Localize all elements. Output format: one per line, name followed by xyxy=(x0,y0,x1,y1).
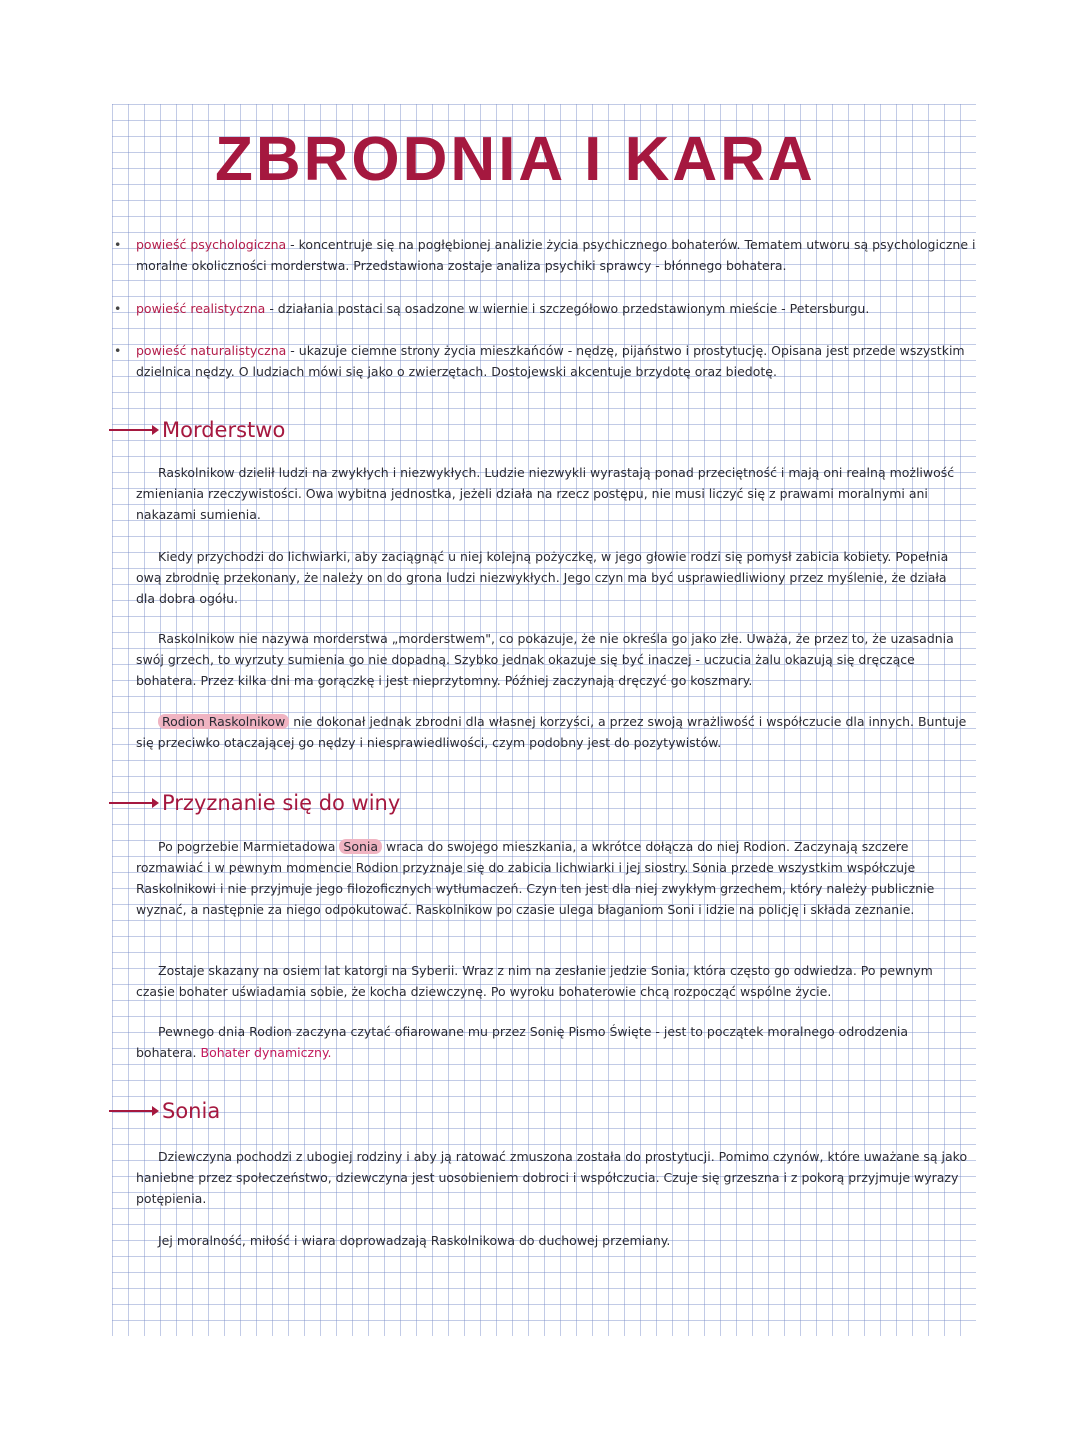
paragraph: Dziewczyna pochodzi z ubogiej rodziny i aby ją ratować zmuszona została do prostytucji. Pomimo czynów, które uważane są jako haniebne przez społeczeństwo, dziewczyna jest uosobieniem dobroci i współczucia. Czuje się grzeszna i z pokorą przyjmuje wyrazy potępienia. xyxy=(136,1149,968,1206)
term-realistic: powieść realistyczna xyxy=(136,301,266,316)
bullet-dot: • xyxy=(114,343,122,358)
paragraph xyxy=(136,836,972,920)
term-psychological: powieść psychologiczna xyxy=(136,237,287,252)
paragraph: Jej moralność, miłość i wiara doprowadzają Raskolnikowa do duchowej przemiany. xyxy=(158,1233,671,1248)
paragraph: Raskolnikow dzielił ludzi na zwykłych i niezwykłych. Ludzie niezwykli wyrastają ponad przeciętność i mają oni realną możliwość zmieniania rzeczywistości. Owa wybitna jednostka, jeżeli działa na rzecz postępu, nie musi liczyć się z prawami moralnymi ani nakazami sumienia. xyxy=(136,465,955,522)
arrow-right-icon xyxy=(108,796,160,810)
term-naturalistic: powieść naturalistyczna xyxy=(136,343,287,358)
bullet-naturalistic-text: - ukazuje ciemne strony życia mieszkańców - nędzę, pijaństwo i prostytucję. Opisana jest przede wszystkim dzielnica nędzy. O ludziach mówi się jako o zwierzętach. Dostojewski akcentuje brzydotę oraz biedotę. xyxy=(136,343,965,379)
bullet-dot: • xyxy=(114,301,122,316)
paragraph: Kiedy przychodzi do lichwiarki, aby zaciągnąć u niej kolejną pożyczkę, w jego głowie rodzi się pomysł zabicia kobiety. Popełnia ową zbrodnię przekonany, że należy on do grona ludzi niezwykłych. Jego czyn ma być usprawiedliwiony przez myślenie, że działa dla dobra ogółu. xyxy=(136,549,949,606)
bullet-naturalistic xyxy=(136,340,976,382)
section-heading-sonia xyxy=(108,1094,220,1128)
bullet-realistic xyxy=(136,298,976,319)
bullet-dot: • xyxy=(114,237,122,252)
section-heading-morderstwo xyxy=(108,413,285,447)
section-heading-przyznanie xyxy=(108,786,400,820)
paragraph xyxy=(136,1021,972,1063)
paragraph-text: Po pogrzebie Marmietadowa xyxy=(158,839,340,854)
highlight-name: Rodion Raskolnikow xyxy=(158,714,289,729)
paragraph-text: nie dokonał jednak zbrodni dla własnej korzyści, a przez swoją wrażliwość i współczucie dla innych. Buntuje się przeciwko otaczającej go nędzy i niesprawiedliwości, czym podobny jest do pozytywistów. xyxy=(136,714,967,750)
arrow-right-icon xyxy=(108,1104,160,1118)
section-title: Przyznanie się do winy xyxy=(162,791,401,815)
section-title: Morderstwo xyxy=(162,418,286,442)
paragraph xyxy=(136,711,968,753)
paragraph: Raskolnikow nie nazywa morderstwa „morderstwem", co pokazuje, że nie określa go jako złe. Uważa, że przez to, że uzasadnia swój grzech, to wyrzuty sumienia go nie dopadną. Szybko jednak okazuje się być inaczej - uczucia żalu okazują się dręczące bohatera. Przez kilka dni ma gorączkę i jest nieprzytomny. Później zaczynają dręczyć go koszmary. xyxy=(136,631,954,688)
bullet-psychological-text: - koncentruje się na pogłębionej analizie życia psychicznego bohaterów. Tematem utworu są psychologiczne i moralne okoliczności morderstwa. Przedstawiona zostaje analiza psychiki sprawcy - błónnego bohatera. xyxy=(136,237,976,273)
page-title: ZBRODNIA I KARA xyxy=(215,125,816,194)
arrow-right-icon xyxy=(108,423,160,437)
bullet-realistic-text: - działania postaci są osadzone w wiernie i szczegółowo przedstawionym mieście - Petersburgu. xyxy=(269,301,870,316)
bullet-psychological xyxy=(136,234,976,276)
paragraph: Zostaje skazany na osiem lat katorgi na Syberii. Wraz z nim na zesłanie jedzie Sonia, która często go odwiedza. Po pewnym czasie bohater uświadamia sobie, że kocha dziewczynę. Po wyroku bohaterowie chcą rozpocząć wspólne życie. xyxy=(136,963,933,999)
paragraph-text: Pewnego dnia Rodion zaczyna czytać ofiarowane mu przez Sonię Pismo Święte - jest to początek moralnego odrodzenia bohatera. xyxy=(136,1024,909,1060)
paragraph-text: wraca do swojego mieszkania, a wkrótce dołącza do niej Rodion. Zaczynają szczere rozmawiać i w pewnym momencie Rodion przyznaje się do zabicia lichwiarki i jej siostry. Sonia przede wszystkim współczuje Raskolnikowi i nie przyjmuje jego filozoficznych wytłumaczeń. Czyn ten jest dla niej zwykłym grzechem, który należy publicznie wyznać, a następnie za niego odpokutować. Raskolnikow po czasie ulega błaganiom Soni i idzie na policję i składa zeznanie. xyxy=(136,839,935,917)
character-type-note: Bohater dynamiczny. xyxy=(200,1045,332,1060)
highlight-name: Sonia xyxy=(339,839,382,854)
section-title: Sonia xyxy=(162,1099,221,1123)
